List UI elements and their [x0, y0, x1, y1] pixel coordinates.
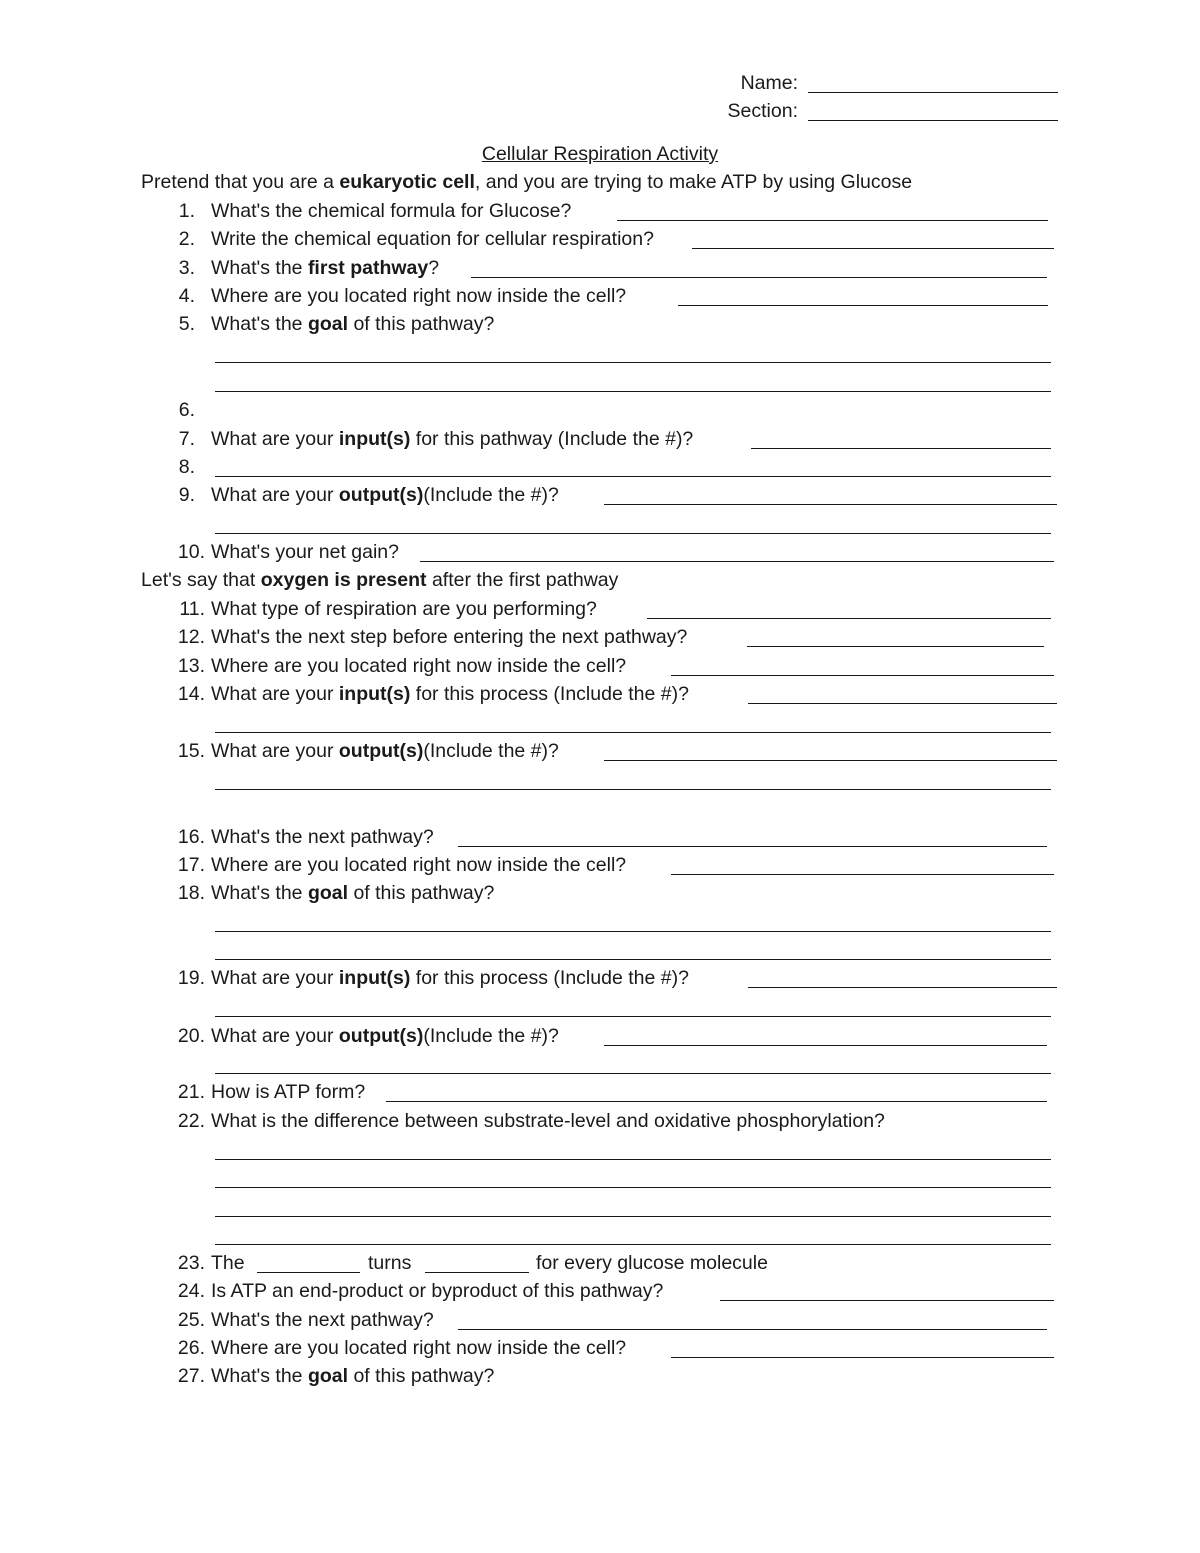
q4-number: 4.: [178, 285, 195, 307]
q4-text: Where are you located right now inside the cell?: [211, 285, 627, 307]
name-field[interactable]: [808, 92, 1058, 93]
q14-answer-line-2[interactable]: [215, 732, 1051, 733]
q17-number: 17.: [177, 854, 205, 876]
q20-text: What are your output(s)(Include the #)?: [211, 1025, 559, 1047]
q7-text: What are your input(s) for this pathway (Include the #)?: [211, 428, 694, 450]
q12-number: 12.: [177, 626, 205, 648]
q22-text: What is the difference between substrate-level and oxidative phosphorylation?: [211, 1110, 885, 1132]
q20-number: 20.: [177, 1025, 205, 1047]
q22-answer-line-4[interactable]: [215, 1244, 1051, 1245]
q19-number: 19.: [177, 967, 205, 989]
q18-text: What's the goal of this pathway?: [211, 882, 495, 904]
q11-answer-line[interactable]: [647, 618, 1051, 619]
q12-text: What's the next step before entering the next pathway?: [211, 626, 688, 648]
q10-answer-line[interactable]: [420, 561, 1054, 562]
q8-number: 8.: [178, 456, 195, 478]
q1-number: 1.: [178, 200, 195, 222]
q23-blank-2[interactable]: [425, 1272, 529, 1273]
q5-text: What's the goal of this pathway?: [211, 313, 495, 335]
q17-answer-line[interactable]: [671, 874, 1054, 875]
page-title: Cellular Respiration Activity: [481, 143, 719, 165]
q5-number: 5.: [178, 313, 195, 335]
q16-number: 16.: [177, 826, 205, 848]
q27-number: 27.: [177, 1365, 205, 1387]
q19-answer-line-2[interactable]: [215, 1016, 1051, 1017]
q9-number: 9.: [178, 484, 195, 506]
q7-answer-line[interactable]: [751, 448, 1051, 449]
section-label: Section:: [727, 100, 798, 122]
q18-answer-line-1[interactable]: [215, 931, 1051, 932]
q18-answer-line-2[interactable]: [215, 959, 1051, 960]
q8-answer-line[interactable]: [215, 476, 1051, 477]
q21-number: 21.: [177, 1081, 205, 1103]
q23-number: 23.: [177, 1252, 205, 1274]
q15-answer-line-2[interactable]: [215, 789, 1051, 790]
q25-text: What's the next pathway?: [211, 1309, 434, 1331]
q17-text: Where are you located right now inside the cell?: [211, 854, 627, 876]
q2-answer-line[interactable]: [692, 248, 1054, 249]
q13-number: 13.: [177, 655, 205, 677]
q25-number: 25.: [177, 1309, 205, 1331]
q10-number: 10.: [177, 541, 205, 563]
q15-text: What are your output(s)(Include the #)?: [211, 740, 559, 762]
q19-text: What are your input(s) for this process (Include the #)?: [211, 967, 689, 989]
q22-number: 22.: [177, 1110, 205, 1132]
q23-blank-1[interactable]: [257, 1272, 360, 1273]
q19-answer-line-1[interactable]: [748, 987, 1057, 988]
q5-answer-line-2[interactable]: [215, 391, 1051, 392]
name-label: Name:: [740, 72, 798, 94]
q26-text: Where are you located right now inside the cell?: [211, 1337, 627, 1359]
q20-answer-line-2[interactable]: [215, 1073, 1051, 1074]
q26-answer-line[interactable]: [671, 1357, 1054, 1358]
q9-answer-line-2[interactable]: [215, 533, 1051, 534]
oxygen-present-text: Let's say that oxygen is present after the first pathway: [141, 569, 619, 591]
q22-answer-line-1[interactable]: [215, 1159, 1051, 1160]
q22-answer-line-3[interactable]: [215, 1216, 1051, 1217]
q21-text: How is ATP form?: [211, 1081, 366, 1103]
q1-text: What's the chemical formula for Glucose?: [211, 200, 572, 222]
intro-text: Pretend that you are a eukaryotic cell, and you are trying to make ATP by using Glucose: [141, 171, 913, 193]
q20-answer-line-1[interactable]: [604, 1045, 1047, 1046]
q4-answer-line[interactable]: [678, 305, 1048, 306]
q15-number: 15.: [177, 740, 205, 762]
q12-answer-line[interactable]: [747, 646, 1044, 647]
q13-text: Where are you located right now inside the cell?: [211, 655, 627, 677]
q25-answer-line[interactable]: [458, 1329, 1047, 1330]
q15-answer-line-1[interactable]: [604, 760, 1057, 761]
q26-number: 26.: [177, 1337, 205, 1359]
q13-answer-line[interactable]: [671, 675, 1054, 676]
q2-number: 2.: [178, 228, 195, 250]
q16-text: What's the next pathway?: [211, 826, 434, 848]
q10-text: What's your net gain?: [211, 541, 399, 563]
q11-number: 11.: [179, 598, 205, 620]
q23-text-post: for every glucose molecule: [536, 1252, 768, 1274]
q18-number: 18.: [177, 882, 205, 904]
q16-answer-line[interactable]: [458, 846, 1047, 847]
q14-text: What are your input(s) for this process (Include the #)?: [211, 683, 689, 705]
q24-number: 24.: [177, 1280, 205, 1302]
q1-answer-line[interactable]: [617, 220, 1048, 221]
q6-number: 6.: [178, 399, 195, 421]
q3-text: What's the first pathway?: [211, 257, 440, 279]
q14-number: 14.: [177, 683, 205, 705]
q24-answer-line[interactable]: [720, 1300, 1054, 1301]
q21-answer-line[interactable]: [386, 1101, 1047, 1102]
q7-number: 7.: [178, 428, 195, 450]
q14-answer-line-1[interactable]: [748, 703, 1057, 704]
q5-answer-line-1[interactable]: [215, 362, 1051, 363]
q23-text-mid: turns: [368, 1252, 412, 1274]
q24-text: Is ATP an end-product or byproduct of this pathway?: [211, 1280, 664, 1302]
q23-text-pre: The: [211, 1252, 245, 1274]
q3-number: 3.: [178, 257, 195, 279]
q9-answer-line-1[interactable]: [604, 504, 1057, 505]
section-field[interactable]: [808, 120, 1058, 121]
q27-text: What's the goal of this pathway?: [211, 1365, 495, 1387]
q22-answer-line-2[interactable]: [215, 1187, 1051, 1188]
q11-text: What type of respiration are you performing?: [211, 598, 597, 620]
q2-text: Write the chemical equation for cellular respiration?: [211, 228, 654, 250]
q3-answer-line[interactable]: [471, 277, 1047, 278]
q9-text: What are your output(s)(Include the #)?: [211, 484, 559, 506]
